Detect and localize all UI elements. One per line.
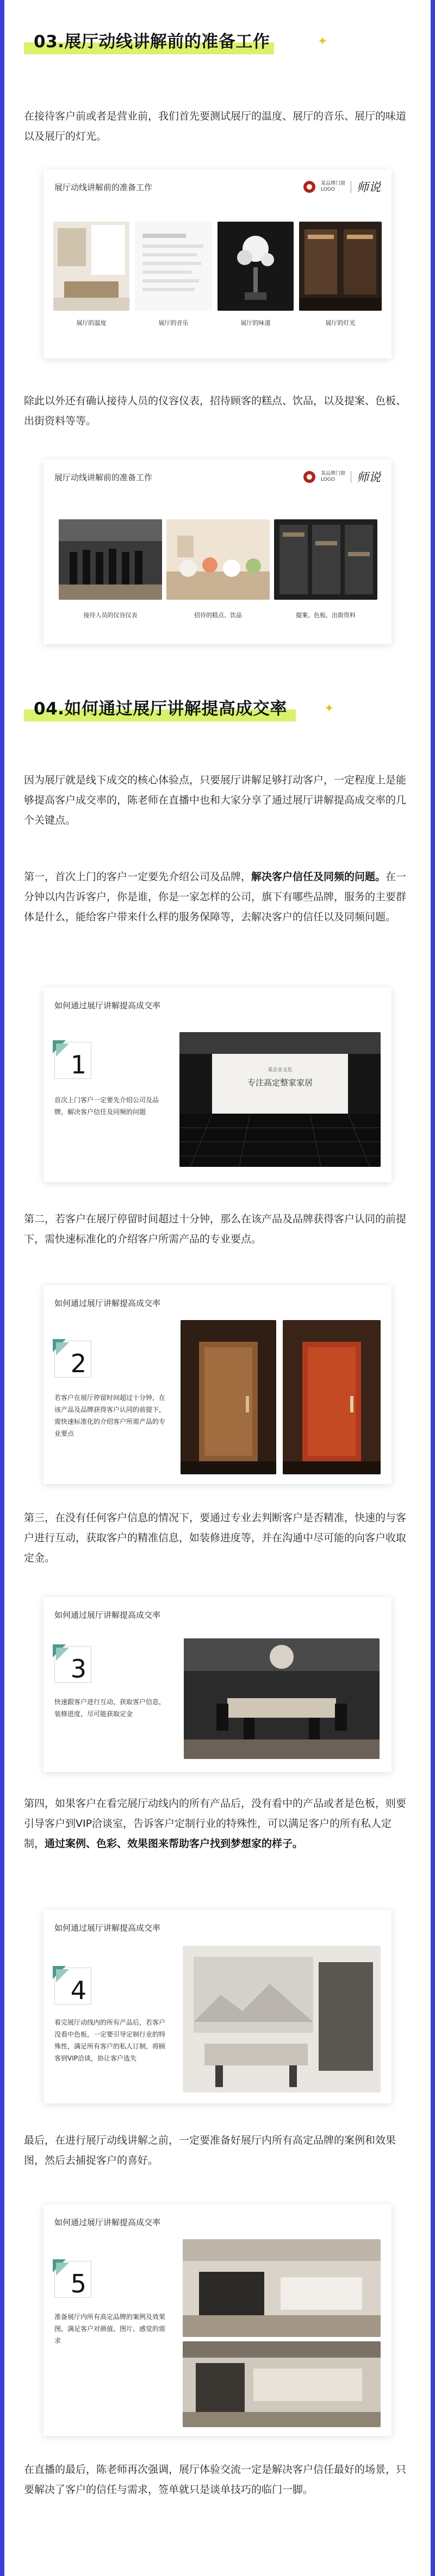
photo-showroom-lighting <box>299 222 382 311</box>
section-title-04: 04.如何通过展厅讲解提高成交率 <box>34 699 287 719</box>
photo-living-room-case <box>183 2239 381 2337</box>
left-border-bar <box>0 0 4 2576</box>
photo-snacks-drinks <box>166 519 270 600</box>
paragraph-closing-rate-intro: 因为展厅就是线下成交的核心体验点，只要展厅讲解足够打动客户，一定程度上是能够提高客户成交率的，陈老师在直播中也和大家分享了通过展厅讲解提高成交率的几个关键点。 <box>24 774 407 826</box>
caption-temperature: 展厅的温度 <box>76 319 107 326</box>
section-heading-03 <box>24 27 328 56</box>
brand-seal-icon <box>303 181 315 193</box>
caption-staff: 接待人员的仪容仪表 <box>83 612 138 619</box>
card-title: 展厅动线讲解前的准备工作 <box>54 473 153 482</box>
card-title: 如何通过展厅讲解提高成交率 <box>54 1001 161 1010</box>
step-card-3 <box>44 1597 391 1772</box>
step-number-badge: 4 <box>54 1968 91 2005</box>
step-card-2 <box>44 1285 391 1484</box>
paragraph-step-2: 第二，若客户在展厅停留时间超过十分钟，那么在该产品及品牌获得客户认同的前提下，需快速标准化的介绍客户所需产品的专业要点。 <box>24 1213 407 1245</box>
step-description: 快速跟客户进行互动，获取客户信息，装修进度，尽可能获取定金 <box>54 1698 166 1718</box>
section-heading-04 <box>24 694 334 724</box>
photo-vip-room <box>183 1946 381 2093</box>
wall-subtitle: 某企业文化 <box>268 1067 293 1073</box>
step-number-badge: 2 <box>54 1341 91 1378</box>
brand-sub: LOGO <box>320 186 335 192</box>
card-title: 如何通过展厅讲解提高成交率 <box>54 2217 161 2227</box>
section-title-03: 03.展厅动线讲解前的准备工作 <box>34 32 270 52</box>
step-number-badge: 5 <box>54 2261 91 2298</box>
step-number-badge: 1 <box>54 1042 91 1079</box>
step-card-5 <box>44 2204 391 2436</box>
caption-proposal: 提案、色板、出街资料 <box>296 612 356 619</box>
brand-seal-icon <box>303 471 315 483</box>
paragraph-prep-extra: 除此以外还有确认接待人员的仪容仪表，招待顾客的糕点、饮品，以及提案、色板、出街资料等等。 <box>24 395 407 427</box>
photo-proposal-samples <box>274 519 377 600</box>
brand-name: 某品牌门窗 <box>320 470 345 476</box>
photo-showroom-temperature <box>53 222 129 311</box>
card-title: 如何通过展厅讲解提高成交率 <box>54 1923 161 1933</box>
right-border-bar <box>431 0 435 2576</box>
step-description: 准备展厅内所有高定品牌的案例及效果图，满足客户对颜值、图片、感觉的需求 <box>54 2313 166 2345</box>
wall-slogan: 专注高定整家家居 <box>247 1078 313 1088</box>
paragraph-step-4: 第四，如果客户在看完展厅动线内的所有产品后，没有看中的产品或者是色板，则要引导客户到VIP洽谈室，告诉客户定制行业的特殊性，可以满足客户的所有私人定制，通过案例、色彩、效果图来帮助客户找到梦想家的样子。 <box>24 1798 407 1850</box>
step-description: 看完展厅动线内的所有产品后，若客户没看中色板，一定要引导定制行业的特殊性，满足所有客户的私人订制，将顾客到VIP洽谈，协让客户选失 <box>54 2019 166 2062</box>
photo-company-wall <box>179 1032 381 1167</box>
paragraph-step-1: 第一，首次上门的客户一定要先介绍公司及品牌，解决客户信任及同频的问题。在一分钟以内告诉客户，你是谁，你是一家怎样的公司，旗下有哪些品牌，服务的主要群体是什么，能给客户带来什么样的服务保障等，去解决客户的信任以及同频问题。 <box>24 871 407 923</box>
prep-card-1 <box>44 169 391 359</box>
step-description: 若客户在展厅停留时间超过十分钟，在该产品及品牌获得客户认同的前提下，需快速标准化的介绍客户所需产品的专业要点 <box>54 1394 166 1437</box>
paragraph-step-5: 最后，在进行展厅动线讲解之前，一定要准备好展厅内所有高定品牌的案例和效果图，然后去捕捉客户的喜好。 <box>24 2134 396 2166</box>
photo-meeting-room <box>184 1638 380 1759</box>
caption-snacks: 招待的糕点、饮品 <box>194 612 242 619</box>
photo-rendering-case <box>183 2341 381 2427</box>
step-card-4 <box>44 1910 391 2103</box>
card-title: 如何通过展厅讲解提高成交率 <box>54 1298 161 1308</box>
card-title: 如何通过展厅讲解提高成交率 <box>54 1610 161 1620</box>
photo-door-wood <box>181 1320 276 1474</box>
caption-lighting: 展厅的灯光 <box>325 319 356 326</box>
prep-card-2 <box>44 460 391 644</box>
star-icon: ✦ <box>324 702 334 715</box>
signature-logo: 师说 <box>356 181 381 194</box>
caption-music: 展厅的音乐 <box>158 319 189 326</box>
photo-showroom-scent <box>217 222 294 311</box>
brand-logo <box>303 178 381 195</box>
star-icon: ✦ <box>318 35 328 48</box>
step-number-badge: 3 <box>54 1646 91 1683</box>
caption-scent: 展厅的味道 <box>240 319 271 326</box>
brand-logo <box>303 468 381 485</box>
photo-showroom-music <box>135 222 212 311</box>
step-card-1 <box>44 988 391 1182</box>
brand-sub: LOGO <box>320 476 335 482</box>
photo-staff-appearance <box>59 519 162 600</box>
photo-door-red <box>283 1320 381 1474</box>
brand-name: 某品牌门窗 <box>320 180 345 186</box>
paragraph-prep-intro: 在接待客户前或者是营业前，我们首先要测试展厅的温度、展厅的音乐、展厅的味道以及展厅的灯光。 <box>24 110 407 142</box>
paragraph-step-3: 第三，在没有任何客户信息的情况下，要通过专业去判断客户是否精准，快速的与客户进行互动，获取客户的精准信息，如装修进度等，并在沟通中尽可能的向客户收取定金。 <box>24 1512 407 1564</box>
paragraph-closing: 在直播的最后，陈老师再次强调，展厅体验交流一定是解决客户信任最好的场景，只要解决了客户的信任与需求，签单就只是谈单技巧的临门一脚。 <box>24 2464 407 2496</box>
card-title: 展厅动线讲解前的准备工作 <box>54 183 153 192</box>
signature-logo: 师说 <box>356 471 381 485</box>
step-description: 首次上门客户一定要先介绍公司及品牌，解决客户信任及同频的问题 <box>54 1096 159 1116</box>
